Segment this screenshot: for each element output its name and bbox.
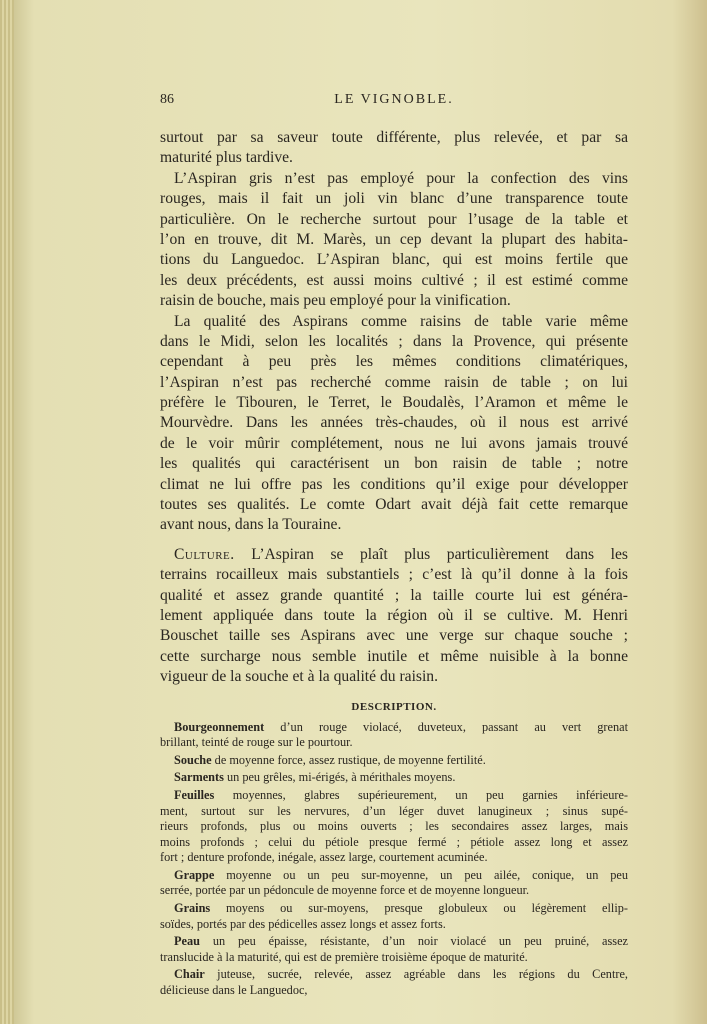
line-text: de le voir mûrir complétement, nous ne lui avons jamais trouvé — [160, 434, 628, 452]
text-line — [160, 352, 628, 372]
paragraph — [160, 312, 628, 536]
text-line — [160, 545, 628, 565]
description-item — [160, 770, 628, 786]
line-text: L’Aspiran se plaît plus particulièrement dans les — [234, 545, 628, 563]
line-text: La qualité des Aspirans comme raisins de table varie même — [174, 312, 628, 330]
text-line — [160, 454, 628, 474]
description-line — [160, 917, 628, 933]
line-text: particulière. On le recherche surtout pour l’usage de la table et — [160, 210, 628, 228]
description-text: d’un rouge violacé, duveteux, passant au vert grenat — [264, 719, 628, 734]
description-term: Souche — [174, 752, 212, 767]
line-text: les deux précédents, est aussi moins cultivé ; il est estimé comme — [160, 271, 628, 289]
line-text: maturité plus tardive. — [160, 149, 293, 167]
running-title: LE VIGNOBLE. — [334, 92, 454, 107]
line-text: vigueur de la souche et à la qualité du raisin. — [160, 668, 438, 686]
description-term: Grappe — [174, 867, 215, 882]
line-text: L’Aspiran gris n’est pas employé pour la confection des vins — [174, 169, 628, 187]
text-line — [160, 647, 628, 667]
description-term: Feuilles — [174, 787, 215, 802]
description-item — [160, 868, 628, 899]
text-line — [160, 606, 628, 626]
text-line — [160, 312, 628, 332]
line-text: cependant à peu près les mêmes conditions climatériques, — [160, 353, 628, 371]
page-number: 86 — [160, 92, 174, 107]
line-text: avant nous, dans la Touraine. — [160, 516, 342, 534]
text-line — [160, 626, 628, 646]
text-line — [160, 169, 628, 189]
description-line — [160, 804, 628, 820]
text-line — [160, 291, 628, 311]
text-line — [160, 393, 628, 413]
description-text: moyens ou sur-moyens, presque globuleux ou légèrement ellip- — [210, 901, 628, 916]
description-line — [160, 868, 628, 884]
description-item — [160, 901, 628, 932]
text-line — [160, 250, 628, 270]
description-line — [160, 967, 628, 983]
description-line — [160, 983, 628, 999]
description-text: brillant, teinté de rouge sur le pourtour. — [160, 735, 353, 750]
line-text: dans le Midi, selon les localités ; dans la Provence, qui présente — [160, 332, 628, 350]
section-lead: Culture. — [174, 545, 235, 563]
description-text: moyenne ou un peu sur-moyenne, un peu ailée, conique, un peu — [214, 867, 628, 882]
description-text: délicieuse dans le Languedoc, — [160, 983, 308, 998]
line-text: les qualités qui caractérisent un bon raisin de table ; notre — [160, 455, 628, 473]
description-item — [160, 720, 628, 751]
text-line — [160, 230, 628, 250]
line-text: lement appliquée dans toute la région où il se cultive. M. Henri — [160, 606, 628, 624]
text-line — [160, 210, 628, 230]
line-text: Bouschet taille ses Aspirans avec une verge sur chaque souche ; — [160, 627, 628, 645]
line-text: l’on en trouve, dit M. Marès, un cep devant la plupart des habita- — [160, 230, 628, 248]
description-text: de moyenne force, assez rustique, de moyenne fertilité. — [211, 752, 486, 767]
description-text: moyennes, glabres supérieurement, un peu garnies inférieure- — [214, 787, 628, 802]
line-text: rouges, mais il fait un joli vin blanc d’une transparence toute — [160, 190, 628, 208]
text-line — [160, 271, 628, 291]
description-line — [160, 735, 628, 751]
line-text: climat ne lui offre pas les conditions qu’il exige pour développer — [160, 475, 628, 493]
description-line — [160, 883, 628, 899]
description-line — [160, 788, 628, 804]
text-line — [160, 189, 628, 209]
description-item — [160, 753, 628, 769]
description-line — [160, 770, 628, 786]
text-line — [160, 495, 628, 515]
description-term: Chair — [174, 967, 205, 982]
description-text: serrée, portée par un pédoncule de moyenne force et de moyenne longueur. — [160, 883, 530, 898]
description-title: DESCRIPTION. — [351, 700, 437, 713]
description-text: fort ; denture profonde, inégale, assez large, courtement acuminée. — [160, 850, 488, 865]
description-text: ment, surtout sur les nervures, d’un léger duvet lanugineux ; sinus supé- — [160, 803, 628, 818]
paragraph — [160, 545, 628, 688]
description-item — [160, 934, 628, 965]
line-text: tions du Languedoc. L’Aspiran blanc, qui est moins fertile que — [160, 251, 628, 269]
description-line — [160, 819, 628, 835]
line-text: Mourvèdre. Dans les années très-chaudes, où il nous est arrivé — [160, 414, 628, 432]
description-section — [160, 700, 628, 999]
text-column — [160, 128, 628, 1001]
text-line — [160, 373, 628, 393]
text-line — [160, 434, 628, 454]
text-line — [160, 128, 628, 148]
body-text — [160, 128, 628, 688]
running-header — [160, 92, 628, 112]
text-line — [160, 475, 628, 495]
text-line — [160, 413, 628, 433]
description-text: rieurs profonds, plus ou moins ouverts ; les secondaires assez larges, mais — [160, 819, 628, 834]
text-line — [160, 565, 628, 585]
description-text: un peu épaisse, résistante, d’un noir violacé un peu pruiné, assez — [199, 934, 628, 949]
paragraph — [160, 128, 628, 169]
description-line — [160, 753, 628, 769]
text-line — [160, 332, 628, 352]
text-line — [160, 515, 628, 535]
line-text: cette surcharge nous semble inutile et même nuisible à la bonne — [160, 647, 628, 665]
line-text: qualité et assez grande quantité ; la taille courte lui est généra- — [160, 586, 628, 604]
description-text: moins profonds ; celui du pétiole presque fermé ; pétiole assez long et assez — [160, 834, 628, 849]
description-line — [160, 950, 628, 966]
description-line — [160, 835, 628, 851]
description-term: Grains — [174, 901, 211, 916]
description-line — [160, 901, 628, 917]
line-text: raisin de bouche, mais peu employé pour la vinification. — [160, 292, 511, 310]
text-line — [160, 586, 628, 606]
paragraph-gap — [160, 536, 628, 545]
description-item — [160, 967, 628, 998]
description-line — [160, 720, 628, 736]
description-line — [160, 850, 628, 866]
description-term: Peau — [174, 934, 200, 949]
line-text: toutes ses qualités. Le comte Odart avait déjà fait cette remarque — [160, 496, 628, 514]
description-item — [160, 788, 628, 866]
text-line — [160, 667, 628, 687]
paragraph — [160, 169, 628, 312]
line-text: terrains rocailleux mais substantiels ; c’est là qu’il donne à la fois — [160, 566, 628, 584]
book-page-edges — [0, 0, 14, 1024]
description-term: Bourgeonnement — [174, 719, 265, 734]
description-text: translucide à la maturité, qui est de première troisième époque de maturité. — [160, 949, 528, 964]
description-text: un peu grêles, mi-érigés, à mérithales moyens. — [223, 770, 456, 785]
description-term: Sarments — [174, 770, 224, 785]
description-line — [160, 934, 628, 950]
description-text: soïdes, portés par des pédicelles assez longs et assez forts. — [160, 916, 446, 931]
description-text: juteuse, sucrée, relevée, assez agréable dans les régions du Centre, — [204, 967, 628, 982]
line-text: préfère le Tibouren, le Terret, le Boudalès, l’Aramon et même le — [160, 394, 628, 412]
line-text: l’Aspiran n’est pas recherché comme raisin de table ; on lui — [160, 373, 628, 391]
line-text: surtout par sa saveur toute différente, plus relevée, et par sa — [160, 129, 628, 146]
text-line — [160, 148, 628, 168]
